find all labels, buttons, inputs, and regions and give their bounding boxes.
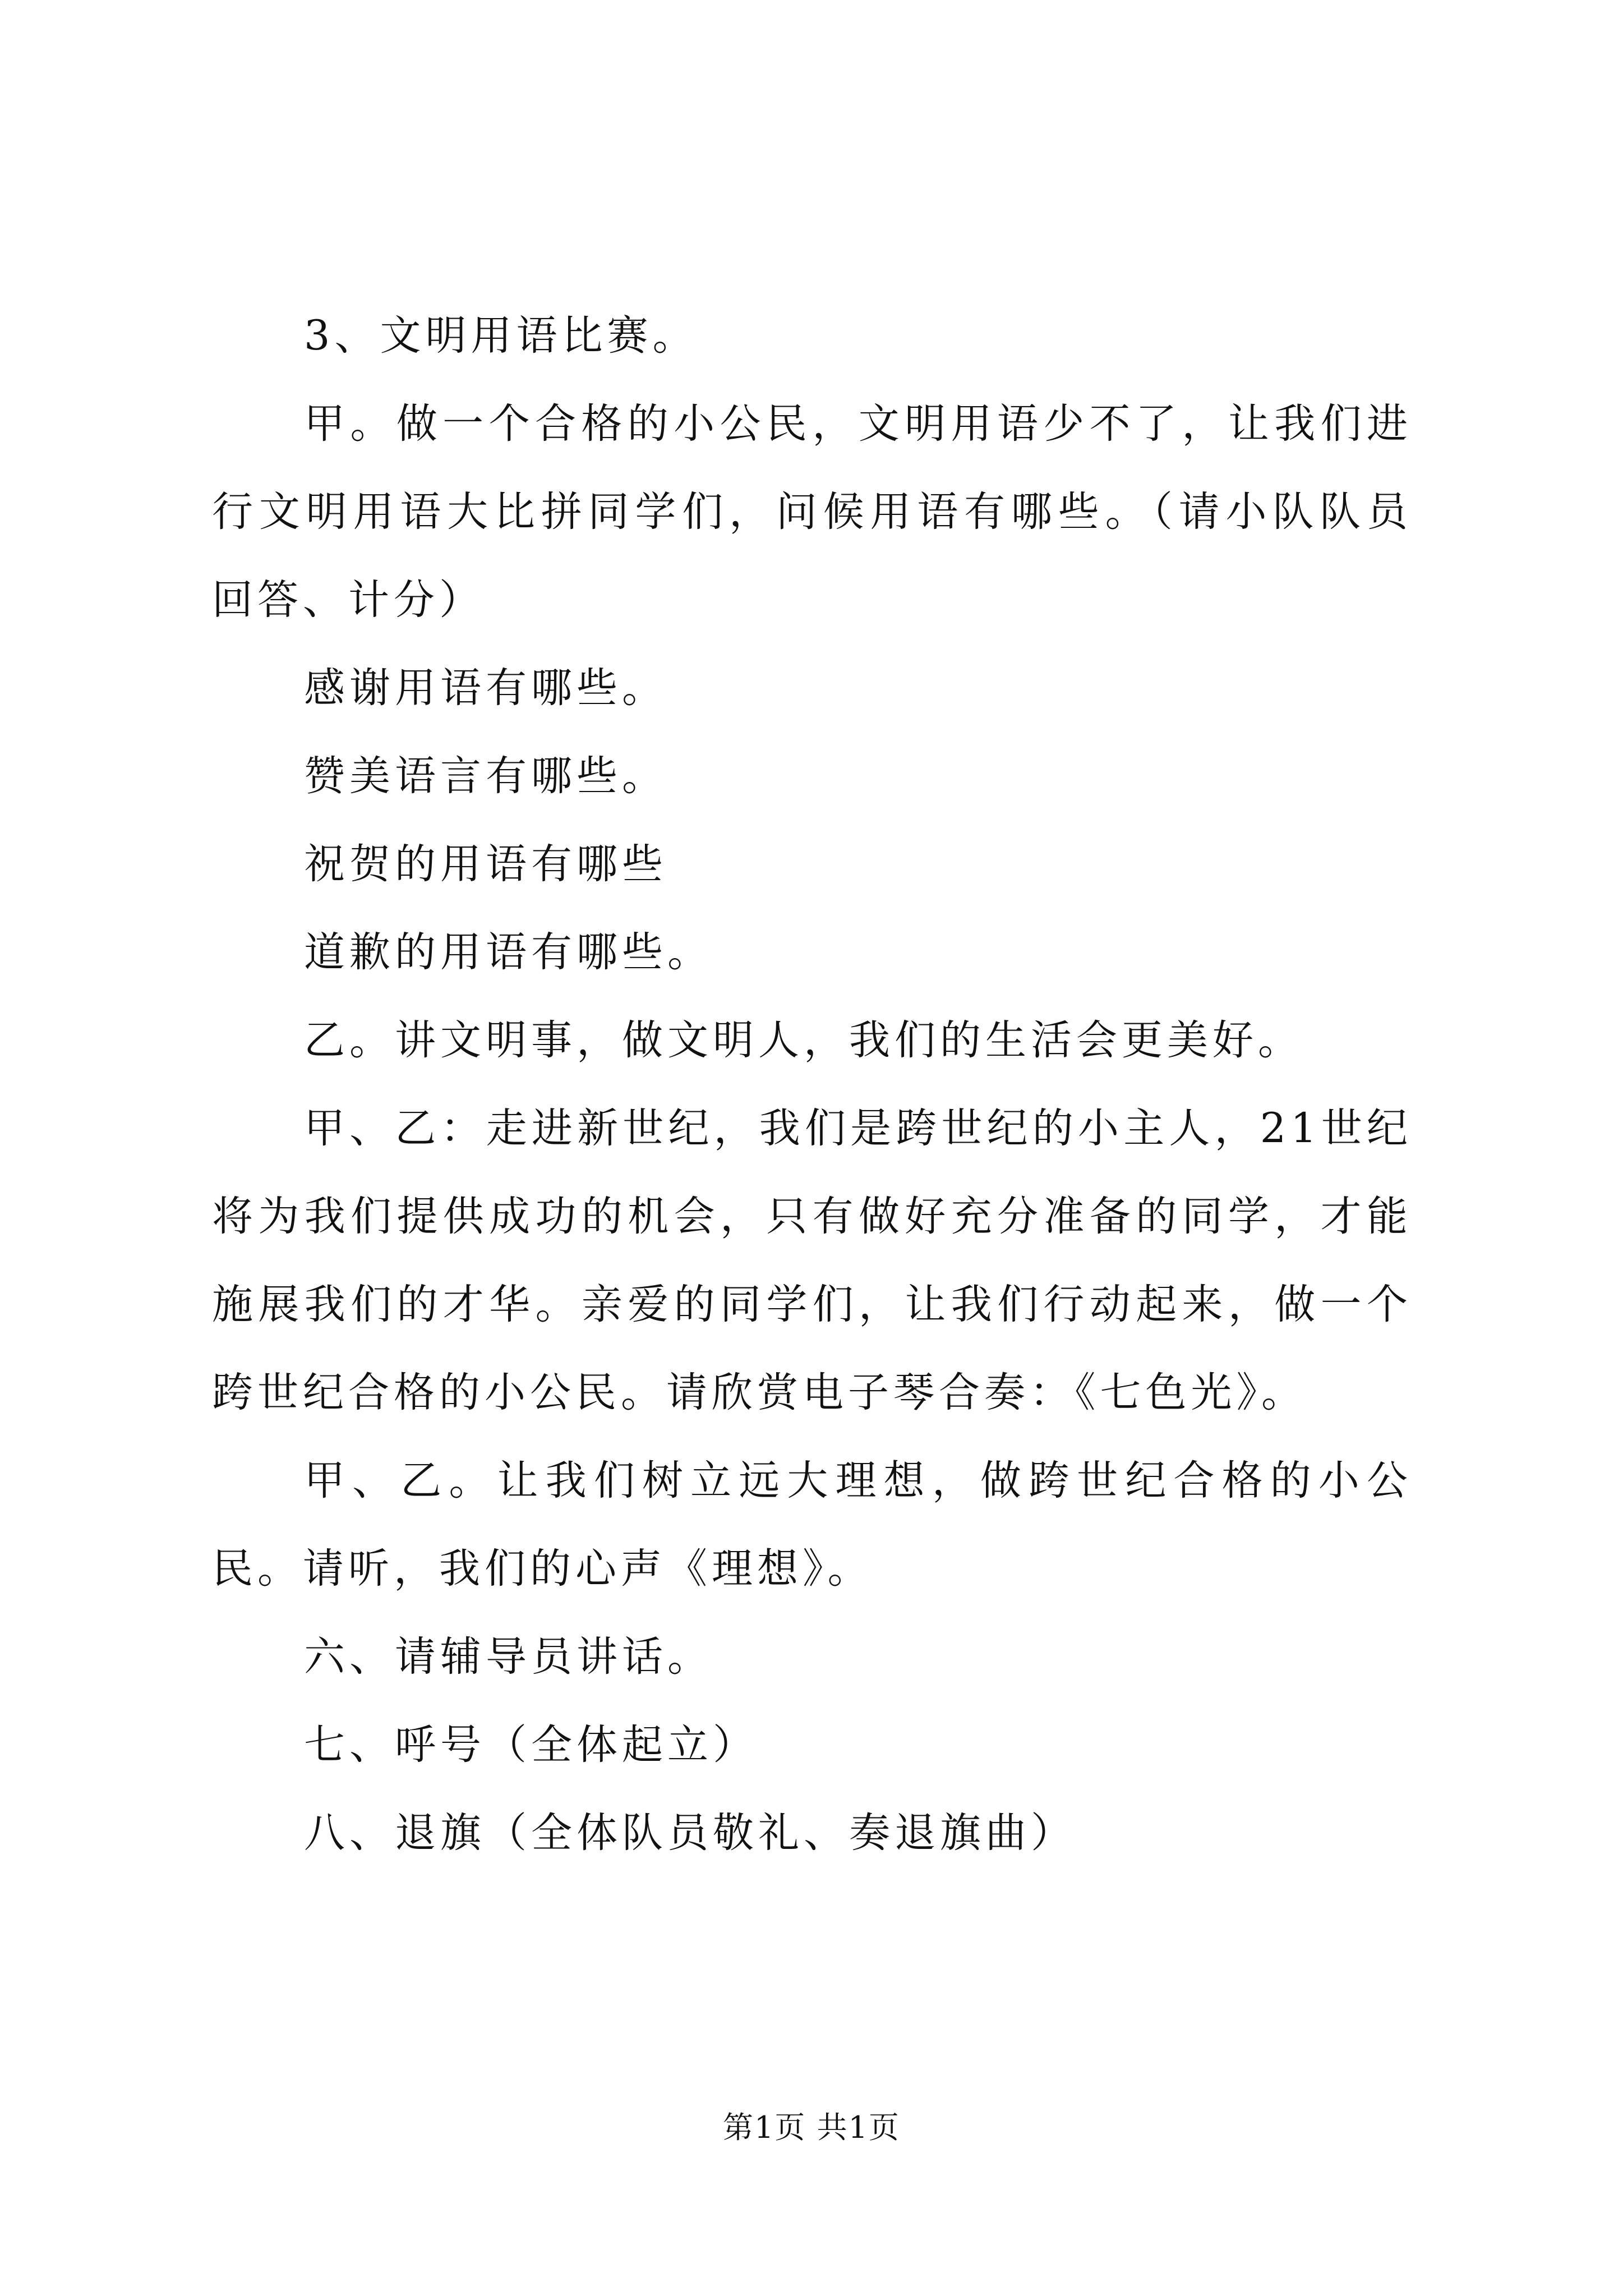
paragraph-greeting-question: 甲。做一个合格的小公民，文明用语少不了，让我们进行文明用语大比拼同学们，问候用语有哪些。（请小队队员回答、计分） — [212, 400, 1412, 624]
paragraph-new-century: 甲、乙：走进新世纪，我们是跨世纪的小主人，21世纪将为我们提供成功的机会，只有做好充分准备的同学，才能施展我们的才华。亲爱的同学们，让我们行动起来，做一个跨世纪合格的小公民。请欣赏电子琴合奏：《七色光》。 — [212, 1105, 1412, 1416]
paragraph-flag-retreat: 八、退旗（全体队员敬礼、奏退旗曲） — [304, 1809, 1076, 1857]
paragraph-ideals: 甲、乙。让我们树立远大理想，做跨世纪合格的小公民。请听，我们的心声《理想》。 — [212, 1457, 1412, 1593]
paragraph-slogan: 七、呼号（全体起立） — [304, 1721, 758, 1769]
paragraph-thanks-question: 感谢用语有哪些。 — [304, 664, 667, 712]
paragraph-apology-question: 道歉的用语有哪些。 — [304, 928, 713, 976]
page-footer: 第1页 共1页 — [723, 2110, 900, 2145]
paragraph-praise-question: 赞美语言有哪些。 — [304, 752, 667, 800]
paragraph-counselor-speech: 六、请辅导员讲话。 — [304, 1633, 713, 1681]
document-body — [212, 292, 1412, 1877]
paragraph-competition-heading: 3、文明用语比赛。 — [304, 312, 698, 360]
paragraph-civilized-life: 乙。讲文明事，做文明人，我们的生活会更美好。 — [304, 1016, 1303, 1064]
paragraph-congratulation-question: 祝贺的用语有哪些 — [304, 840, 667, 888]
